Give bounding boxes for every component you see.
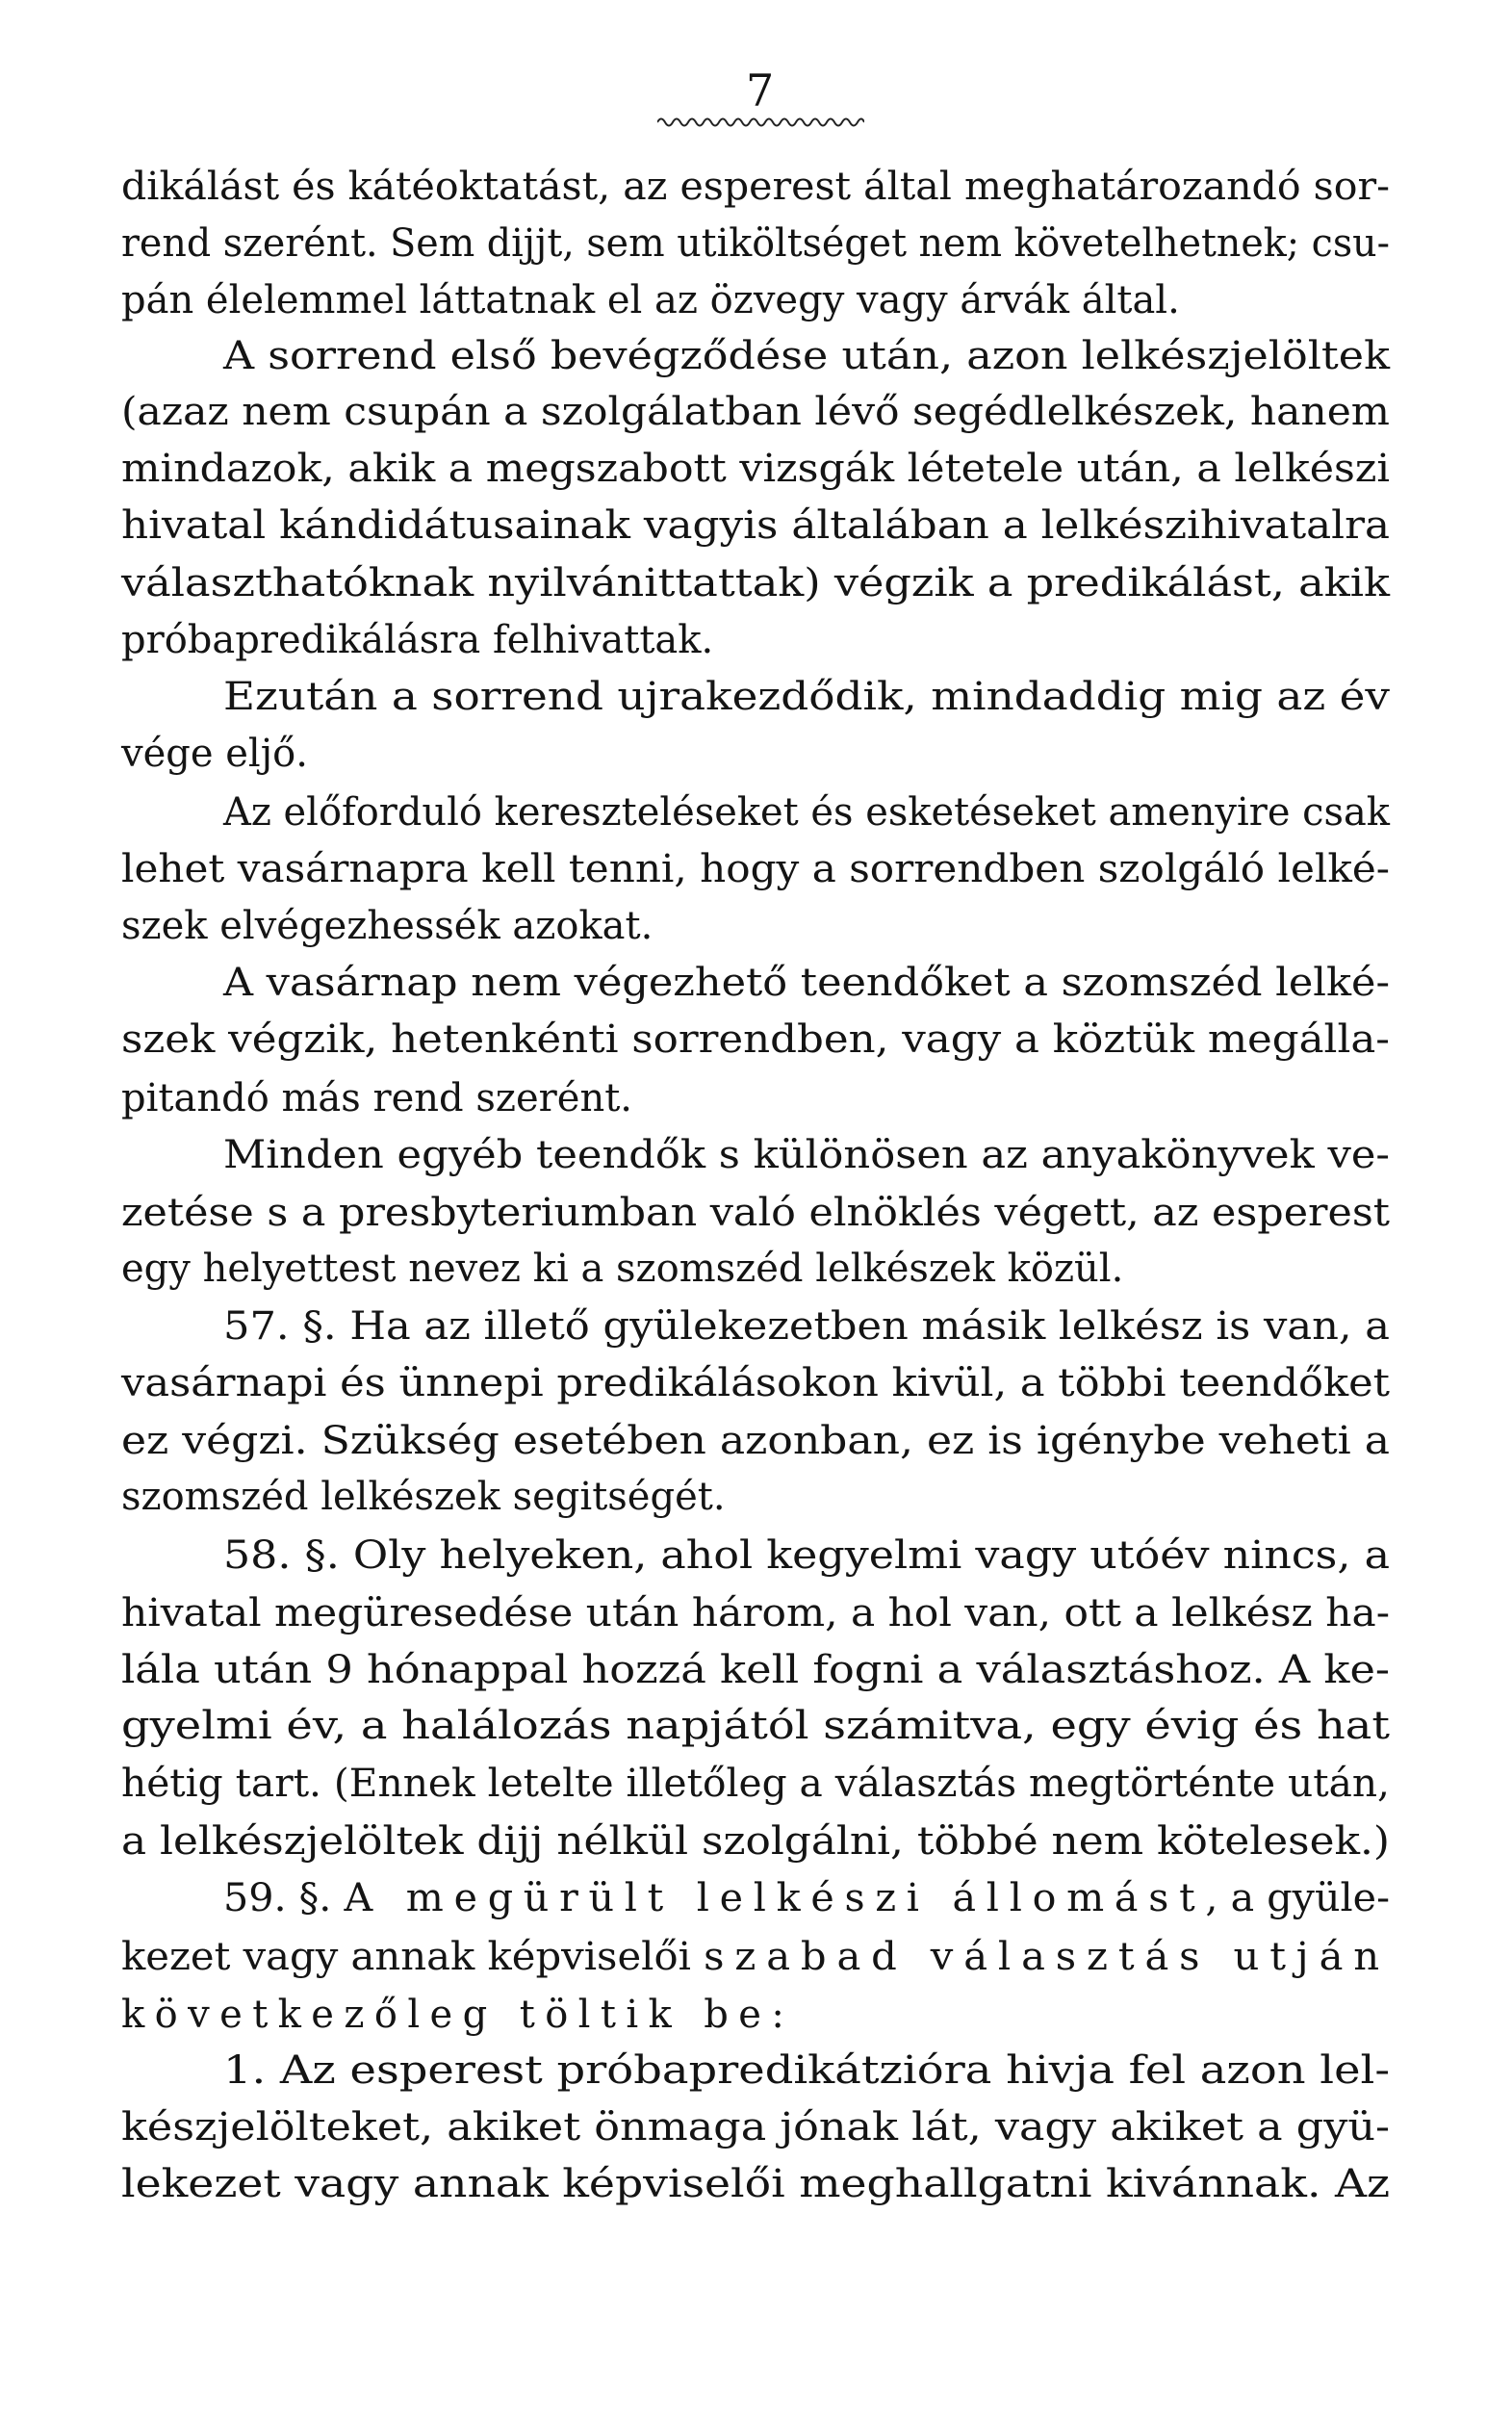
text-run: pán élelemmel láttatnak el az özvegy vagy árvák által. [121,278,1180,322]
text-run: szek végzik, hetenkénti sorrendben, vagy a köztük megálla- [121,1017,1390,1062]
text-line-content [121,441,1390,497]
text-line [0,1585,1512,1647]
text-line [0,216,1512,277]
text-line [0,1870,1512,1932]
text-line [0,1929,1512,1991]
text-line-content [121,1241,1123,1297]
text-line-content [223,1528,1390,1583]
text-run: szek elvégezhessék azokat. [121,904,653,948]
text-line-content [121,841,1390,897]
text-run: , a gyüle- [1205,1876,1390,1920]
text-run: A sorrend első bevégződése után, azon lelkészjelöltek [223,334,1390,378]
text-line [0,1185,1512,1247]
text-run: 57. §. Ha az illető gyülekezetben másik lelkész is van, a [223,1304,1390,1349]
text-line-content [223,955,1390,1011]
text-run: (azaz nem csupán a szolgálatban lévő segédlelkészek, hanem [121,390,1391,434]
text-line [0,159,1512,220]
text-line [0,328,1512,390]
text-line [0,498,1512,559]
spaced-emphasis-text: következőleg töltik be: [121,1993,795,2037]
text-line [0,785,1512,846]
text-run: egy helyettest nevez ki a szomszéd lelkészek közül. [121,1247,1124,1291]
text-run: Minden egyéb teendők s különösen az anyakönyvek ve- [223,1133,1390,1177]
text-line [0,1987,1512,2048]
page-number: 7 [746,64,775,116]
text-line [0,1413,1512,1475]
text-line [0,726,1512,787]
text-run: 1. Az esperest próbapredikátzióra hivja fel azon lel- [223,2048,1390,2093]
text-line-content [223,785,1390,840]
text-line-content [121,498,1390,554]
text-run: lehet vasárnapra kell tenni, hogy a sorrendben szolgáló lelké- [121,847,1390,891]
text-line-content [121,612,713,668]
text-line [0,1528,1512,1589]
text-line [0,1698,1512,1760]
text-run: mindazok, akik a megszabott vizsgák létetele után, a lelkészi [121,447,1390,491]
text-line [0,1469,1512,1531]
text-line-content [121,1413,1390,1469]
text-line-content [121,555,1390,611]
text-line [0,1070,1512,1132]
text-line-content [121,2156,1390,2212]
text-line [0,272,1512,334]
text-line [0,841,1512,903]
text-run: a lelkészjelöltek dijj nélkül szolgálni, többé nem kötelesek.) [121,1819,1390,1864]
text-line-content [223,1870,1390,1926]
text-line [0,555,1512,617]
text-run: kezet vagy annak képviselői [121,1935,705,1979]
text-line-content [121,1814,1390,1869]
text-line [0,1127,1512,1189]
text-line [0,1355,1512,1417]
text-run: pitandó más rend szerént. [121,1076,632,1120]
text-run: hivatal kándidátusainak vagyis általában a lelkészihivatalra [121,503,1390,548]
text-line-content [223,1127,1390,1183]
text-line [0,669,1512,731]
text-line-content [121,1355,1390,1411]
text-line [0,441,1512,502]
text-run: gyelmi év, a halálozás napjától számitva, egy évig és hat [121,1704,1390,1748]
text-line-content [121,216,1390,271]
text-run: lála után 9 hónappal hozzá kell fogni a választáshoz. A ke- [121,1648,1390,1692]
text-run: vasárnapi és ünnepi predikálásokon kivül, a többi teendőket [121,1361,1390,1405]
text-line [0,1241,1512,1302]
text-line-content [223,2043,1390,2098]
text-run: 58. §. Oly helyeken, ahol kegyelmi vagy utóév nincs, a [223,1533,1390,1578]
text-run: készjelölteket, akiket önmaga jónak lát, vagy akiket a gyü- [121,2105,1390,2150]
spaced-emphasis-text: szabad választás utján [704,1935,1390,1979]
text-run: választhatóknak nyilvánittattak) végzik a predikálást, akik [121,561,1390,605]
text-line-content [121,1185,1390,1241]
text-run: Az előforduló kereszteléseket és esketéseket amenyire csak [223,790,1390,835]
text-run: A vasárnap nem végezhető teendőket a szomszéd lelké- [223,961,1390,1005]
text-line-content [223,328,1390,384]
text-line [0,1012,1512,1073]
text-line [0,1756,1512,1817]
text-run: ez végzi. Szükség esetében azonban, ez is igénybe veheti a [121,1419,1391,1463]
text-line [0,384,1512,446]
text-run: dikálást és kátéoktatást, az esperest által meghatározandó sor- [121,165,1391,209]
text-run: rend szerént. Sem dijjt, sem utiköltséget nem követelhetnek; csu- [121,221,1390,266]
text-line [0,955,1512,1017]
text-run: lekezet vagy annak képviselői meghallgatni kivánnak. Az [121,2162,1390,2206]
text-line [0,1814,1512,1875]
text-line [0,898,1512,960]
text-line [0,1642,1512,1704]
text-run: 59. §. [223,1876,345,1920]
text-run: Ezután a sorrend ujrakezdődik, mindaddig mig az év [223,675,1390,719]
spaced-emphasis-text: A megürült lelkészi állomást [344,1876,1206,1920]
text-line-content [121,384,1390,440]
text-run: hivatal megüresedése után három, a hol van, ott a lelkész ha- [121,1591,1390,1635]
text-run: próbapredikálásra felhivattak. [121,618,714,662]
text-run: hétig tart. (Ennek letelte illetőleg a választás megtörténte után, [121,1762,1390,1806]
text-line [0,2099,1512,2161]
text-line-content [121,1987,794,2043]
text-line-content [121,726,308,782]
text-line-content [121,1698,1390,1754]
text-line [0,2156,1512,2218]
text-line-content [223,1299,1390,1354]
text-line-content [121,1469,726,1525]
text-line-content [121,159,1390,215]
text-run: zetése s a presbyteriumban való elnöklés végett, az esperest [121,1191,1390,1235]
text-run: vége eljő. [121,732,308,776]
text-line-content [121,1756,1390,1812]
text-line-content [121,898,653,954]
text-line-content [121,1070,632,1126]
text-line-content [121,1012,1390,1068]
text-line-content [121,1929,1390,1985]
text-line-content [121,2099,1390,2155]
text-line-content [121,1585,1390,1641]
text-run: szomszéd lelkészek segitségét. [121,1475,726,1519]
text-line [0,2043,1512,2104]
text-line-content [121,272,1180,328]
text-line [0,612,1512,674]
text-line-content [121,1642,1390,1698]
text-line [0,1299,1512,1360]
text-line-content [223,669,1390,725]
